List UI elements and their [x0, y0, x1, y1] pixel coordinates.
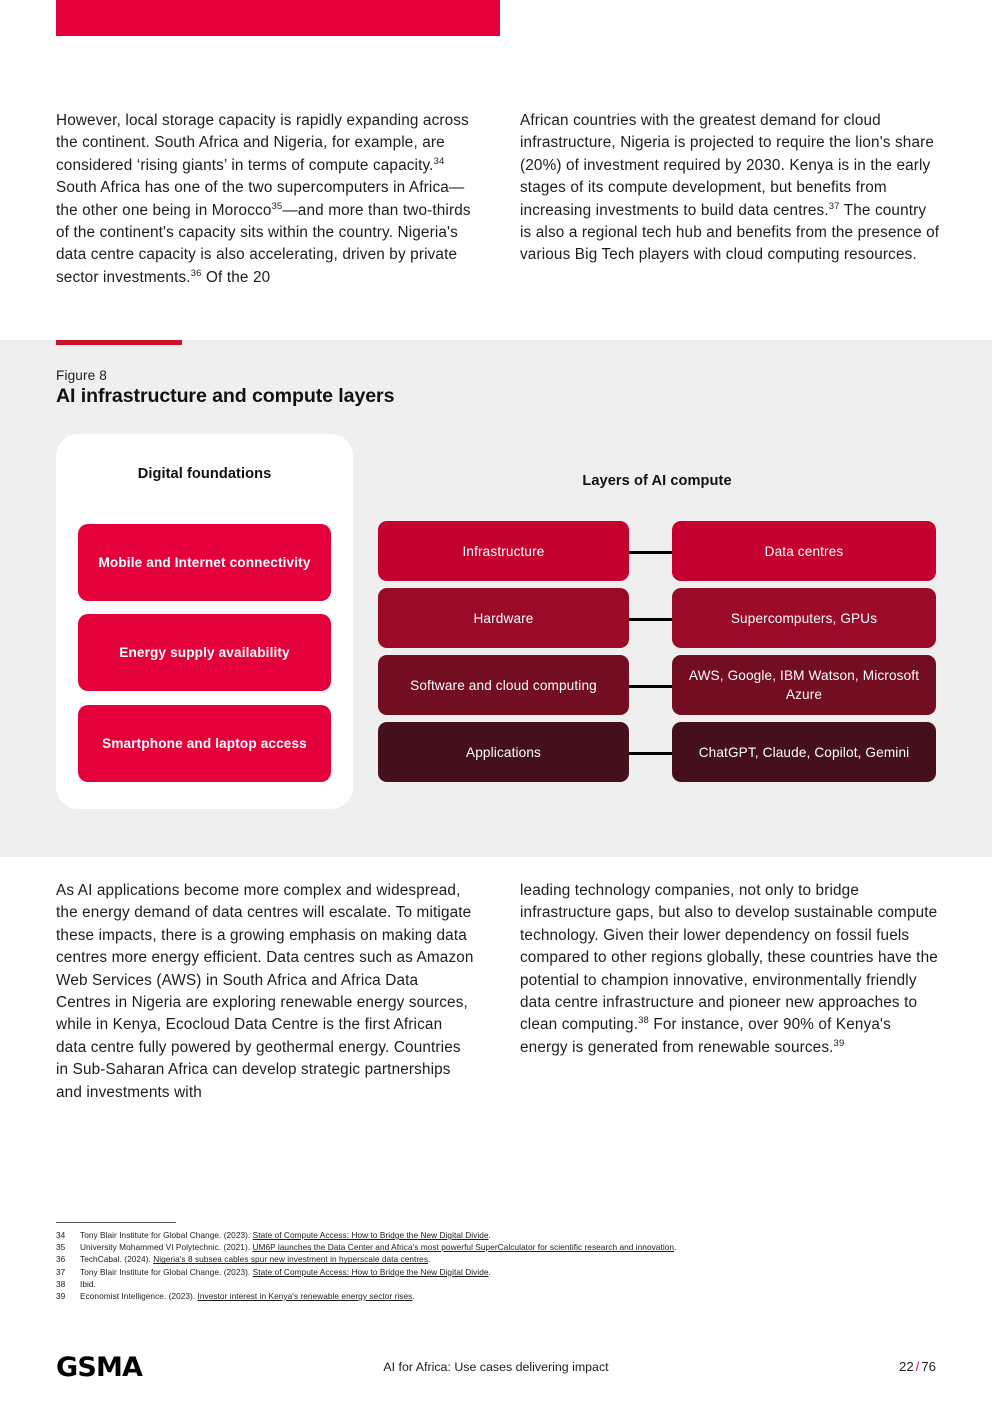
lower-right-paragraph	[520, 880, 940, 1059]
footnote-item	[56, 1266, 940, 1278]
footnote-ref-35[interactable]: 35	[271, 200, 283, 212]
para-text-3: —and more than two-thirds of the continent's capacity sits within the country. Nigeria's data centre capacity is also accelerating, driven by private sector investments.	[56, 201, 471, 286]
layer-name-infrastructure: Infrastructure	[378, 521, 629, 581]
upper-right-paragraph	[520, 110, 940, 267]
footnote-source: Ibid.	[80, 1278, 96, 1289]
footnote-ref-39[interactable]: 39	[833, 1037, 845, 1049]
upper-right-column	[520, 110, 940, 289]
layer-name-applications: Applications	[378, 722, 629, 782]
page-current: 22	[898, 1359, 914, 1374]
layer-name-hardware: Hardware	[378, 588, 629, 648]
footnote-item	[56, 1278, 940, 1290]
footnote-ref-38[interactable]: 38	[638, 1015, 649, 1027]
footnote-source: Tony Blair Institute for Global Change. (2023).	[80, 1266, 253, 1277]
footnote-number: 39	[56, 1291, 66, 1302]
layer-examples-hardware: Supercomputers, GPUs	[672, 588, 936, 648]
footnote-text	[80, 1241, 676, 1253]
footnote-text	[80, 1278, 96, 1290]
footnotes-list	[56, 1229, 940, 1302]
footnote-number: 36	[56, 1254, 66, 1265]
para-text-4: Of the 20	[201, 268, 271, 286]
footer-document-title: AI for Africa: Use cases delivering impact	[383, 1360, 609, 1374]
para-text-2: South Africa has one of the two supercomputers in Africa—the other one being in Morocco	[56, 179, 465, 219]
footnote-text	[80, 1290, 415, 1302]
para-text-1: African countries with the greatest demand for cloud infrastructure, Nigeria is projected to require the lion's share (20%) of investment required by 2030. Kenya is in the early stages of its compute development, but benefits from increasing investments to build data centres.	[520, 112, 935, 219]
footnote-text	[80, 1229, 491, 1241]
connector-line-hardware	[629, 618, 673, 621]
footnotes-divider	[56, 1222, 176, 1223]
footnote-item	[56, 1253, 940, 1265]
figure-label: Figure 8	[56, 368, 107, 383]
figure-section	[0, 340, 992, 857]
digital-foundations-heading: Digital foundations	[137, 466, 272, 482]
para-text-2: For instance, over 90% of Kenya's energy is generated from renewable sources.	[520, 1016, 891, 1056]
digital-foundations-card	[56, 434, 353, 809]
foundation-box-smartphone-laptop: Smartphone and laptop access	[78, 705, 331, 782]
para-text-2: The country is also a regional tech hub and benefits from the presence of various Big Tech players with cloud computing resources.	[520, 201, 940, 264]
footnote-tail: .	[488, 1266, 491, 1277]
footnote-link[interactable]: Nigeria's 8 subsea cables spur new investment in hyperscale data centres	[153, 1254, 429, 1265]
footnote-link[interactable]: State of Compute Access: How to Bridge the New Digital Divide	[252, 1230, 489, 1240]
figure-title: AI infrastructure and compute layers	[56, 385, 395, 407]
upper-left-paragraph	[56, 110, 476, 289]
footnote-tail: .	[428, 1254, 431, 1265]
footnote-number: 35	[56, 1242, 66, 1253]
footnote-link[interactable]: State of Compute Access: How to Bridge the New Digital Divide	[252, 1266, 489, 1277]
para-text-1: However, local storage capacity is rapidly expanding across the continent. South Africa and Nigeria, for example, are considered ‘rising giants’ in terms of compute capacity.	[56, 112, 469, 174]
footnote-item	[56, 1229, 940, 1241]
footnotes-section	[56, 1222, 940, 1302]
figure-accent-rule	[56, 340, 182, 345]
footnote-number: 34	[56, 1230, 66, 1240]
layer-row-infrastructure	[378, 521, 936, 588]
connector-line-software-cloud	[629, 685, 673, 688]
footnote-item	[56, 1241, 940, 1253]
footnote-source: Tony Blair Institute for Global Change. (2023).	[80, 1230, 253, 1240]
lower-right-column	[520, 880, 940, 1104]
connector-line-infrastructure	[629, 551, 673, 554]
layer-row-hardware	[378, 588, 936, 655]
footnote-tail: .	[674, 1242, 677, 1253]
footnote-source: TechCabal. (2024).	[80, 1254, 154, 1265]
page-footer	[0, 1352, 992, 1392]
layer-row-applications	[378, 722, 936, 789]
footnote-number: 38	[56, 1278, 66, 1289]
layers-of-ai-compute-heading: Layers of AI compute	[582, 473, 732, 489]
upper-left-column	[56, 110, 476, 289]
para-text-1: leading technology companies, not only to bridge infrastructure gaps, but also to develop sustainable compute technology. Given their lower dependency on fossil fuels compared to other regions globally, these countries have the potential to champion innovative, environmentally friendly data centre infrastructure and pioneer new approaches to clean computing.	[520, 882, 938, 1034]
footnote-ref-36[interactable]: 36	[190, 267, 202, 279]
page-total: 76	[921, 1359, 936, 1374]
footnote-source: Economist Intelligence. (2023).	[80, 1291, 198, 1302]
layer-examples-software-cloud: AWS, Google, IBM Watson, Microsoft Azure	[672, 655, 936, 715]
layer-examples-infrastructure: Data centres	[672, 521, 936, 581]
lower-left-paragraph: As AI applications become more complex and widespread, the energy demand of data centres will escalate. To mitigate these impacts, there is a growing emphasis on making data centres more energy efficient. Data centres such as Amazon Web Services (AWS) in South Africa and Africa Data Centres in Nigeria are exploring renewable energy sources, while in Kenya, Ecocloud Data Centre is the first African data centre fully powered by geothermal energy. Countries in Sub-Saharan Africa can develop strategic partnerships and investments with	[56, 882, 474, 1101]
footnote-ref-37[interactable]: 37	[828, 200, 840, 212]
footnote-text	[80, 1266, 491, 1278]
lower-body-columns	[56, 880, 940, 1104]
connector-line-applications	[629, 752, 673, 755]
footnote-link[interactable]: UM6P launches the Data Center and Africa's most powerful SuperCalculator for scientific research and innovation	[252, 1242, 675, 1253]
footer-page-number	[899, 1359, 936, 1374]
layer-name-software-cloud: Software and cloud computing	[378, 655, 629, 715]
footnote-text	[80, 1253, 430, 1265]
layer-row-software-cloud	[378, 655, 936, 722]
footnote-ref-34[interactable]: 34	[433, 155, 445, 167]
upper-body-columns	[56, 110, 940, 289]
footnote-item	[56, 1290, 940, 1302]
layer-examples-applications: ChatGPT, Claude, Copilot, Gemini	[672, 722, 936, 782]
footnote-tail: .	[412, 1291, 415, 1302]
gsma-logo: GSMA	[56, 1352, 143, 1383]
footnote-source: University Mohammed VI Polytechnic. (2021).	[80, 1242, 253, 1253]
foundation-box-energy-supply: Energy supply availability	[78, 614, 331, 691]
footnote-tail: .	[488, 1230, 491, 1240]
lower-left-column	[56, 880, 476, 1104]
top-red-bar	[56, 0, 500, 36]
footnote-link[interactable]: Investor interest in Kenya's renewable energy sector rises	[197, 1291, 413, 1302]
footnote-number: 37	[56, 1266, 66, 1277]
foundation-box-mobile-internet: Mobile and Internet connectivity	[78, 524, 331, 601]
page-separator: /	[915, 1359, 920, 1374]
